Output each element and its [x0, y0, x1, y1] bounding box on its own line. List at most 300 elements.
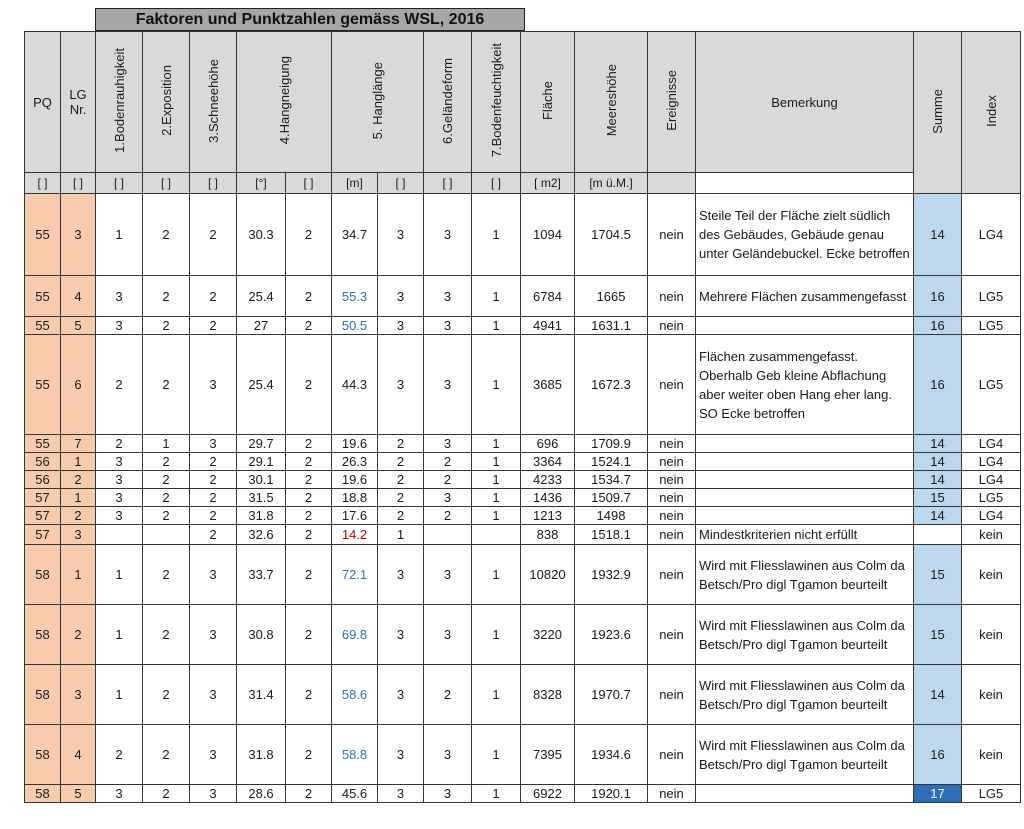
cell-meereshoehe: 1524.1	[575, 453, 648, 471]
table-row	[25, 453, 1021, 471]
cell-pq: 57	[25, 525, 61, 545]
cell-punkte-neigung: 2	[286, 665, 332, 725]
cell-bemerkung: Wird mit Fliesslawinen aus Colm da Betsch/Pro digl Tgamon beurteilt	[696, 665, 914, 725]
cell-pq: 55	[25, 335, 61, 435]
cell-index: LG4	[962, 435, 1021, 453]
cell-meereshoehe: 1932.9	[575, 545, 648, 605]
cell-schneehoehe: 2	[190, 525, 237, 545]
cell-schneehoehe: 3	[190, 665, 237, 725]
cell-punkte-neigung: 2	[286, 276, 332, 317]
cell-ereignisse: nein	[648, 785, 696, 803]
cell-exposition: 2	[143, 276, 190, 317]
cell-gelaendeform: 2	[424, 507, 472, 525]
cell-hanglaenge: 19.6	[332, 435, 378, 453]
cell-index: kein	[962, 665, 1021, 725]
cell-index: LG5	[962, 335, 1021, 435]
units-row	[25, 173, 1021, 194]
table-row	[25, 317, 1021, 335]
cell-gelaendeform: 3	[424, 194, 472, 276]
cell-flaeche: 1094	[521, 194, 575, 276]
cell-bodenrauhigkeit: 3	[96, 276, 143, 317]
cell-flaeche: 10820	[521, 545, 575, 605]
cell-bodenrauhigkeit: 2	[96, 725, 143, 785]
table-row	[25, 276, 1021, 317]
cell-punkte-laenge: 3	[378, 725, 424, 785]
cell-bemerkung: Wird mit Fliesslawinen aus Colm da Betsch/Pro digl Tgamon beurteilt	[696, 605, 914, 665]
cell-summe: 14	[914, 665, 962, 725]
cell-lg: 2	[61, 471, 96, 489]
table-row	[25, 489, 1021, 507]
cell-flaeche: 3220	[521, 605, 575, 665]
cell-summe: 15	[914, 605, 962, 665]
unit-cell: [ m2]	[521, 173, 575, 194]
cell-exposition: 2	[143, 665, 190, 725]
cell-schneehoehe: 3	[190, 545, 237, 605]
unit-cell	[696, 173, 914, 194]
cell-exposition: 2	[143, 471, 190, 489]
cell-bodenfeuchtigkeit: 1	[472, 276, 521, 317]
cell-bodenfeuchtigkeit: 1	[472, 435, 521, 453]
cell-summe: 14	[914, 471, 962, 489]
cell-gelaendeform: 3	[424, 725, 472, 785]
cell-hangneigung: 32.6	[237, 525, 286, 545]
table-row	[25, 335, 1021, 435]
cell-punkte-laenge: 3	[378, 276, 424, 317]
unit-cell: [ ]	[96, 173, 143, 194]
cell-hanglaenge: 14.2	[332, 525, 378, 545]
unit-cell: [ ]	[143, 173, 190, 194]
unit-cell: [m ü.M.]	[575, 173, 648, 194]
col-header-pq: PQ	[25, 32, 61, 173]
cell-pq: 58	[25, 785, 61, 803]
cell-punkte-laenge: 3	[378, 317, 424, 335]
cell-pq: 58	[25, 725, 61, 785]
cell-hanglaenge: 19.6	[332, 471, 378, 489]
table-row	[25, 194, 1021, 276]
cell-schneehoehe: 3	[190, 725, 237, 785]
cell-hangneigung: 25.4	[237, 276, 286, 317]
cell-lg: 2	[61, 507, 96, 525]
cell-pq: 56	[25, 471, 61, 489]
cell-bodenfeuchtigkeit: 1	[472, 317, 521, 335]
cell-flaeche: 696	[521, 435, 575, 453]
cell-index: LG4	[962, 194, 1021, 276]
cell-punkte-neigung: 2	[286, 194, 332, 276]
cell-flaeche: 3364	[521, 453, 575, 471]
cell-exposition: 2	[143, 317, 190, 335]
cell-punkte-neigung: 2	[286, 489, 332, 507]
cell-bodenfeuchtigkeit: 1	[472, 605, 521, 665]
cell-lg: 3	[61, 665, 96, 725]
cell-meereshoehe: 1631.1	[575, 317, 648, 335]
table-row	[25, 605, 1021, 665]
col-header-meereshoehe: Meereshöhe	[575, 32, 648, 173]
cell-ereignisse: nein	[648, 605, 696, 665]
cell-exposition: 2	[143, 545, 190, 605]
cell-flaeche: 1436	[521, 489, 575, 507]
cell-gelaendeform: 3	[424, 317, 472, 335]
cell-bodenrauhigkeit: 3	[96, 489, 143, 507]
cell-schneehoehe: 2	[190, 489, 237, 507]
cell-pq: 58	[25, 665, 61, 725]
cell-exposition: 2	[143, 453, 190, 471]
table-row	[25, 525, 1021, 545]
cell-punkte-laenge: 3	[378, 545, 424, 605]
cell-ereignisse: nein	[648, 665, 696, 725]
col-header-lg: LG Nr.	[61, 32, 96, 173]
cell-ereignisse: nein	[648, 335, 696, 435]
cell-bemerkung	[696, 317, 914, 335]
cell-hanglaenge: 17.6	[332, 507, 378, 525]
cell-bodenrauhigkeit: 1	[96, 194, 143, 276]
cell-flaeche: 8328	[521, 665, 575, 725]
cell-hangneigung: 33.7	[237, 545, 286, 605]
cell-meereshoehe: 1498	[575, 507, 648, 525]
cell-lg: 5	[61, 785, 96, 803]
cell-hangneigung: 27	[237, 317, 286, 335]
cell-gelaendeform: 3	[424, 545, 472, 605]
cell-flaeche: 6922	[521, 785, 575, 803]
cell-bodenfeuchtigkeit: 1	[472, 453, 521, 471]
table-body	[25, 194, 1021, 803]
col-header-exposition: 2.Exposition	[143, 32, 190, 173]
cell-ereignisse: nein	[648, 507, 696, 525]
cell-pq: 55	[25, 194, 61, 276]
cell-pq: 58	[25, 545, 61, 605]
cell-hangneigung: 30.3	[237, 194, 286, 276]
cell-pq: 55	[25, 317, 61, 335]
cell-ereignisse: nein	[648, 276, 696, 317]
unit-cell: [°]	[237, 173, 286, 194]
cell-exposition: 2	[143, 605, 190, 665]
cell-bodenrauhigkeit: 3	[96, 507, 143, 525]
cell-bodenrauhigkeit: 1	[96, 605, 143, 665]
cell-bodenrauhigkeit: 3	[96, 471, 143, 489]
cell-exposition: 2	[143, 725, 190, 785]
cell-bemerkung	[696, 507, 914, 525]
cell-gelaendeform: 2	[424, 665, 472, 725]
cell-flaeche: 4941	[521, 317, 575, 335]
unit-cell: [ ]	[472, 173, 521, 194]
cell-meereshoehe: 1665	[575, 276, 648, 317]
cell-bodenfeuchtigkeit: 1	[472, 507, 521, 525]
cell-exposition: 2	[143, 194, 190, 276]
cell-summe: 14	[914, 453, 962, 471]
cell-schneehoehe: 2	[190, 507, 237, 525]
cell-bodenfeuchtigkeit: 1	[472, 489, 521, 507]
cell-lg: 6	[61, 335, 96, 435]
cell-ereignisse: nein	[648, 317, 696, 335]
cell-summe: 15	[914, 545, 962, 605]
cell-gelaendeform	[424, 525, 472, 545]
cell-meereshoehe: 1672.3	[575, 335, 648, 435]
cell-punkte-laenge: 3	[378, 335, 424, 435]
cell-exposition: 2	[143, 785, 190, 803]
col-header-summe: Summe	[914, 32, 962, 194]
cell-hangneigung: 28.6	[237, 785, 286, 803]
cell-ereignisse: nein	[648, 435, 696, 453]
cell-index: LG5	[962, 317, 1021, 335]
cell-bodenfeuchtigkeit: 1	[472, 335, 521, 435]
cell-exposition: 1	[143, 435, 190, 453]
cell-lg: 7	[61, 435, 96, 453]
unit-cell: [m]	[332, 173, 378, 194]
cell-punkte-neigung: 2	[286, 507, 332, 525]
cell-gelaendeform: 3	[424, 335, 472, 435]
cell-flaeche: 4233	[521, 471, 575, 489]
cell-ereignisse: nein	[648, 471, 696, 489]
cell-punkte-neigung: 2	[286, 545, 332, 605]
cell-bodenrauhigkeit: 2	[96, 335, 143, 435]
table-row	[25, 545, 1021, 605]
cell-bemerkung: Wird mit Fliesslawinen aus Colm da Betsch/Pro digl Tgamon beurteilt	[696, 545, 914, 605]
table-row	[25, 471, 1021, 489]
cell-punkte-laenge: 3	[378, 665, 424, 725]
cell-punkte-neigung: 2	[286, 605, 332, 665]
cell-bodenrauhigkeit: 1	[96, 665, 143, 725]
cell-gelaendeform: 3	[424, 605, 472, 665]
cell-ereignisse: nein	[648, 489, 696, 507]
cell-hanglaenge: 44.3	[332, 335, 378, 435]
cell-punkte-laenge: 2	[378, 471, 424, 489]
cell-punkte-neigung: 2	[286, 317, 332, 335]
cell-ereignisse: nein	[648, 545, 696, 605]
cell-gelaendeform: 2	[424, 453, 472, 471]
cell-schneehoehe: 2	[190, 453, 237, 471]
cell-index: kein	[962, 525, 1021, 545]
col-header-ereignisse: Ereignisse	[648, 32, 696, 173]
cell-bemerkung	[696, 453, 914, 471]
col-header-index: Index	[962, 32, 1021, 194]
cell-bemerkung: Steile Teil der Fläche zielt südlich des Gebäudes, Gebäude genau unter Geländebuckel. Ecke betroffen	[696, 194, 914, 276]
cell-summe: 16	[914, 725, 962, 785]
cell-gelaendeform: 3	[424, 785, 472, 803]
cell-lg: 4	[61, 725, 96, 785]
cell-punkte-laenge: 3	[378, 194, 424, 276]
cell-index: LG5	[962, 785, 1021, 803]
cell-pq: 56	[25, 453, 61, 471]
cell-gelaendeform: 3	[424, 276, 472, 317]
cell-summe: 16	[914, 335, 962, 435]
cell-index: LG4	[962, 507, 1021, 525]
cell-bemerkung	[696, 471, 914, 489]
cell-exposition: 2	[143, 507, 190, 525]
col-header-bodenrauhigkeit: 1.Bodenrauhigkeit	[96, 32, 143, 173]
cell-exposition: 2	[143, 489, 190, 507]
cell-punkte-neigung: 2	[286, 525, 332, 545]
cell-index: LG4	[962, 453, 1021, 471]
cell-pq: 57	[25, 507, 61, 525]
cell-hangneigung: 30.1	[237, 471, 286, 489]
cell-punkte-neigung: 2	[286, 435, 332, 453]
col-header-bodenfeuchtigkeit: 7.Bodenfeuchtigkeit	[472, 32, 521, 173]
cell-bemerkung: Mehrere Flächen zusammengefasst	[696, 276, 914, 317]
cell-index: kein	[962, 725, 1021, 785]
table-title-banner: Faktoren und Punktzahlen gemäss WSL, 2016	[95, 8, 525, 31]
unit-cell: [ ]	[424, 173, 472, 194]
cell-summe: 17	[914, 785, 962, 803]
col-header-flaeche: Fläche	[521, 32, 575, 173]
cell-hanglaenge: 34.7	[332, 194, 378, 276]
cell-meereshoehe: 1920.1	[575, 785, 648, 803]
cell-schneehoehe: 3	[190, 435, 237, 453]
cell-hangneigung: 29.1	[237, 453, 286, 471]
cell-exposition: 2	[143, 335, 190, 435]
cell-hanglaenge: 18.8	[332, 489, 378, 507]
cell-meereshoehe: 1518.1	[575, 525, 648, 545]
table-row	[25, 785, 1021, 803]
cell-hangneigung: 31.5	[237, 489, 286, 507]
cell-bodenfeuchtigkeit: 1	[472, 665, 521, 725]
cell-punkte-laenge: 3	[378, 785, 424, 803]
cell-gelaendeform: 3	[424, 435, 472, 453]
cell-schneehoehe: 2	[190, 194, 237, 276]
cell-flaeche: 838	[521, 525, 575, 545]
cell-bodenfeuchtigkeit	[472, 525, 521, 545]
cell-lg: 3	[61, 194, 96, 276]
cell-hangneigung: 31.8	[237, 725, 286, 785]
cell-index: kein	[962, 605, 1021, 665]
unit-cell	[648, 173, 696, 194]
cell-bemerkung: Mindestkriterien nicht erfüllt	[696, 525, 914, 545]
cell-lg: 4	[61, 276, 96, 317]
cell-bodenrauhigkeit: 3	[96, 317, 143, 335]
cell-schneehoehe: 3	[190, 605, 237, 665]
cell-bemerkung: Flächen zusammengefasst. Oberhalb Geb kleine Abflachung aber weiter oben Hang eher lang. SO Ecke betroffen	[696, 335, 914, 435]
cell-summe	[914, 525, 962, 545]
cell-punkte-laenge: 1	[378, 525, 424, 545]
cell-hanglaenge: 69.8	[332, 605, 378, 665]
cell-ereignisse: nein	[648, 725, 696, 785]
cell-pq: 55	[25, 435, 61, 453]
cell-bodenfeuchtigkeit: 1	[472, 785, 521, 803]
cell-punkte-neigung: 2	[286, 471, 332, 489]
cell-hangneigung: 30.8	[237, 605, 286, 665]
cell-index: LG5	[962, 489, 1021, 507]
col-header-bemerkung: Bemerkung	[696, 32, 914, 173]
cell-punkte-laenge: 2	[378, 453, 424, 471]
cell-summe: 14	[914, 507, 962, 525]
table-row	[25, 725, 1021, 785]
cell-index: LG4	[962, 471, 1021, 489]
unit-cell: [ ]	[61, 173, 96, 194]
unit-cell: [ ]	[25, 173, 61, 194]
cell-meereshoehe: 1704.5	[575, 194, 648, 276]
col-header-gelaendeform: 6.Geländeform	[424, 32, 472, 173]
cell-lg: 1	[61, 489, 96, 507]
cell-schneehoehe: 3	[190, 785, 237, 803]
cell-schneehoehe: 2	[190, 276, 237, 317]
cell-flaeche: 1213	[521, 507, 575, 525]
cell-index: LG5	[962, 276, 1021, 317]
cell-ereignisse: nein	[648, 453, 696, 471]
cell-bemerkung	[696, 489, 914, 507]
cell-summe: 14	[914, 435, 962, 453]
cell-meereshoehe: 1923.6	[575, 605, 648, 665]
cell-pq: 57	[25, 489, 61, 507]
cell-flaeche: 6784	[521, 276, 575, 317]
cell-bodenfeuchtigkeit: 1	[472, 471, 521, 489]
cell-punkte-laenge: 2	[378, 489, 424, 507]
cell-punkte-laenge: 2	[378, 507, 424, 525]
unit-cell: [ ]	[286, 173, 332, 194]
unit-cell: [ ]	[378, 173, 424, 194]
col-header-schneehoehe: 3.Schneehöhe	[190, 32, 237, 173]
cell-bemerkung: Wird mit Fliesslawinen aus Colm da Betsch/Pro digl Tgamon beurteilt	[696, 725, 914, 785]
cell-flaeche: 3685	[521, 335, 575, 435]
cell-meereshoehe: 1534.7	[575, 471, 648, 489]
cell-ereignisse: nein	[648, 194, 696, 276]
cell-index: kein	[962, 545, 1021, 605]
cell-summe: 16	[914, 276, 962, 317]
cell-meereshoehe: 1934.6	[575, 725, 648, 785]
cell-schneehoehe: 2	[190, 471, 237, 489]
cell-punkte-neigung: 2	[286, 725, 332, 785]
cell-hanglaenge: 26.3	[332, 453, 378, 471]
table-row	[25, 435, 1021, 453]
cell-hangneigung: 25.4	[237, 335, 286, 435]
cell-hanglaenge: 58.8	[332, 725, 378, 785]
unit-cell: [ ]	[190, 173, 237, 194]
cell-gelaendeform: 2	[424, 471, 472, 489]
cell-punkte-neigung: 2	[286, 785, 332, 803]
cell-punkte-laenge: 2	[378, 435, 424, 453]
cell-schneehoehe: 3	[190, 335, 237, 435]
table-row	[25, 507, 1021, 525]
cell-summe: 15	[914, 489, 962, 507]
cell-hangneigung: 29.7	[237, 435, 286, 453]
cell-meereshoehe: 1509.7	[575, 489, 648, 507]
cell-hanglaenge: 45.6	[332, 785, 378, 803]
cell-bemerkung	[696, 435, 914, 453]
cell-punkte-neigung: 2	[286, 335, 332, 435]
cell-lg: 2	[61, 605, 96, 665]
cell-exposition	[143, 525, 190, 545]
cell-bodenrauhigkeit: 2	[96, 435, 143, 453]
cell-bodenfeuchtigkeit: 1	[472, 725, 521, 785]
cell-pq: 55	[25, 276, 61, 317]
cell-bodenrauhigkeit: 3	[96, 785, 143, 803]
cell-lg: 3	[61, 525, 96, 545]
col-header-hangneigung: 4.Hangneigung	[237, 32, 332, 173]
cell-hangneigung: 31.4	[237, 665, 286, 725]
cell-lg: 5	[61, 317, 96, 335]
cell-bodenfeuchtigkeit: 1	[472, 545, 521, 605]
cell-hanglaenge: 50.5	[332, 317, 378, 335]
cell-hanglaenge: 58.6	[332, 665, 378, 725]
col-header-hanglaenge: 5. Hanglänge	[332, 32, 424, 173]
header-row	[25, 32, 1021, 173]
cell-hanglaenge: 72.1	[332, 545, 378, 605]
cell-punkte-laenge: 3	[378, 605, 424, 665]
cell-bodenrauhigkeit	[96, 525, 143, 545]
cell-flaeche: 7395	[521, 725, 575, 785]
cell-lg: 1	[61, 453, 96, 471]
cell-meereshoehe: 1970.7	[575, 665, 648, 725]
cell-bodenrauhigkeit: 3	[96, 453, 143, 471]
cell-schneehoehe: 2	[190, 317, 237, 335]
cell-summe: 16	[914, 317, 962, 335]
cell-pq: 58	[25, 605, 61, 665]
factors-table	[24, 31, 1021, 803]
cell-lg: 1	[61, 545, 96, 605]
cell-bodenfeuchtigkeit: 1	[472, 194, 521, 276]
cell-hangneigung: 31.8	[237, 507, 286, 525]
cell-punkte-neigung: 2	[286, 453, 332, 471]
cell-bodenrauhigkeit: 1	[96, 545, 143, 605]
cell-gelaendeform: 3	[424, 489, 472, 507]
cell-ereignisse: nein	[648, 525, 696, 545]
